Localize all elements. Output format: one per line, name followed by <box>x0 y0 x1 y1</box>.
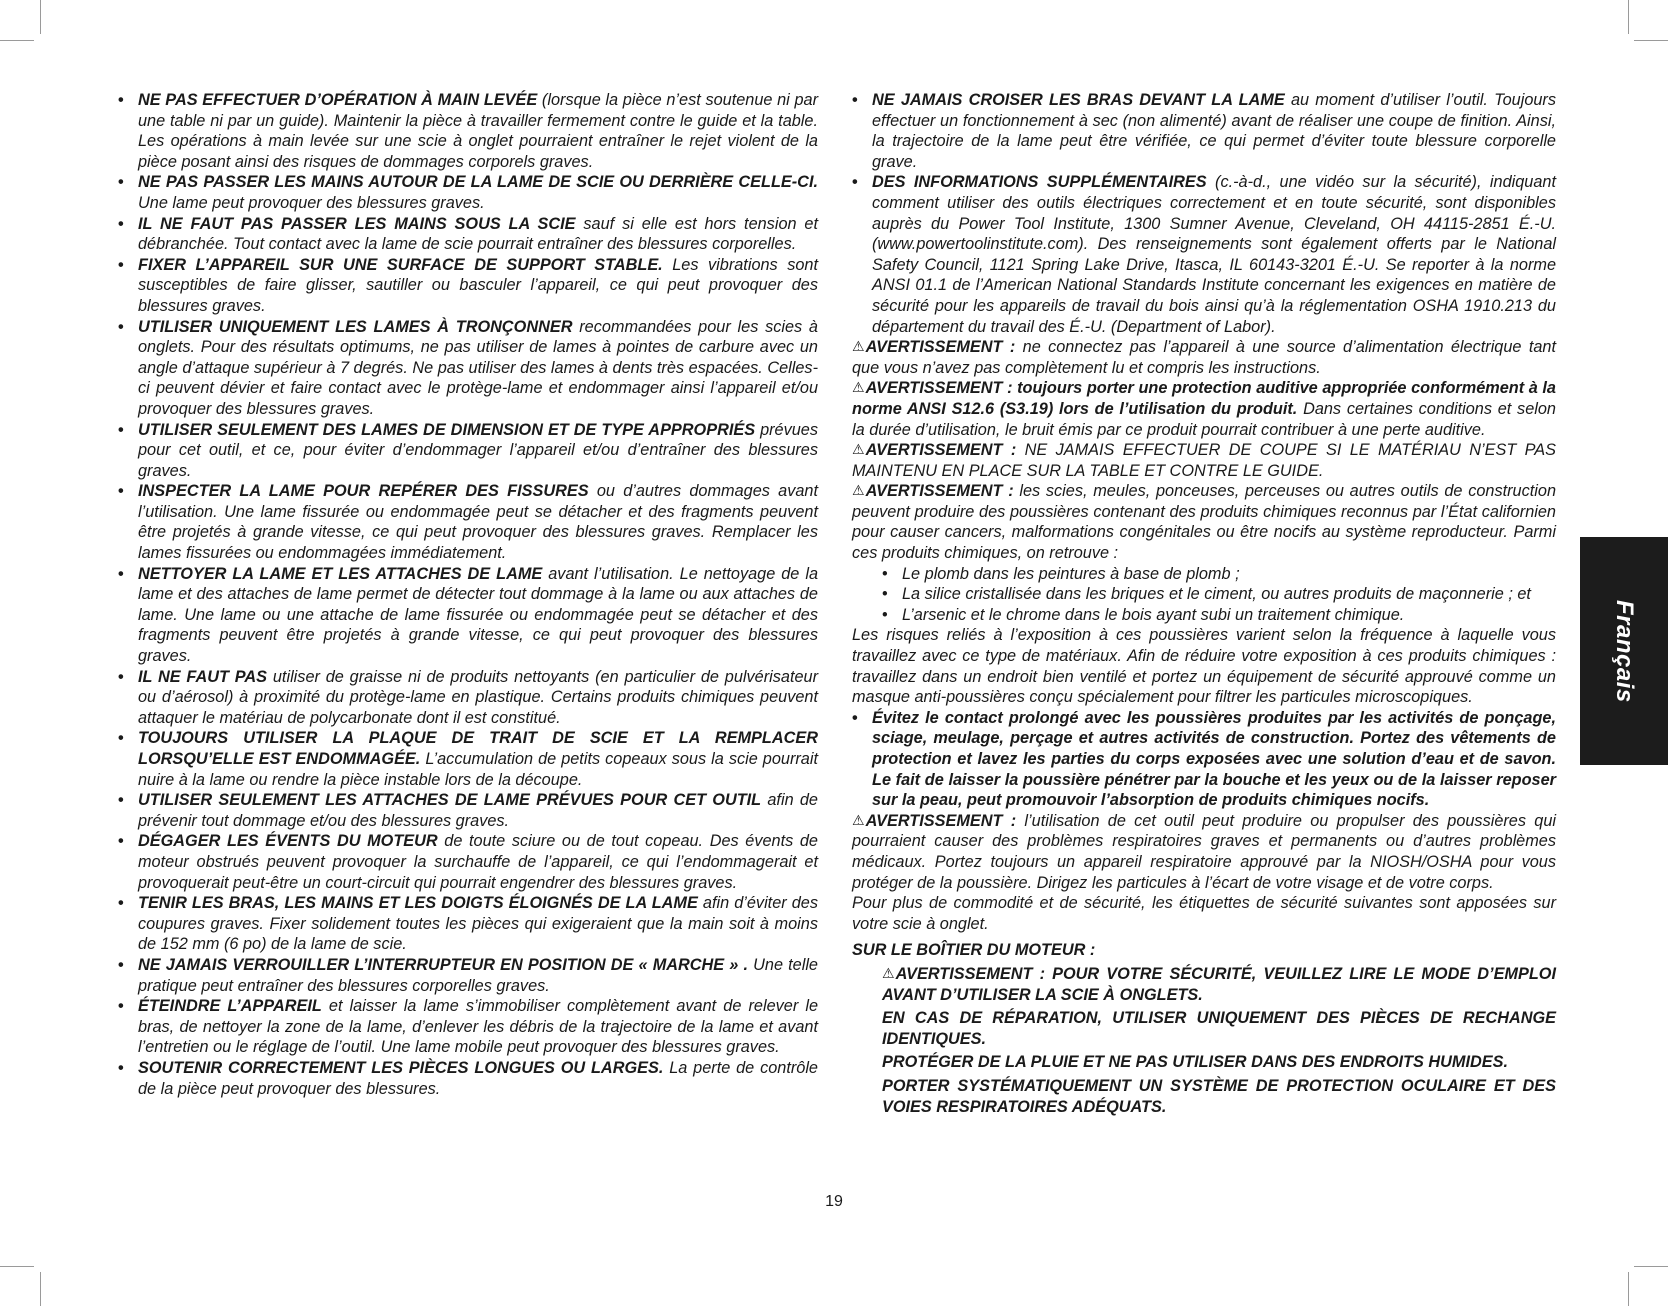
list-item: • Le plomb dans les peintures à base de plomb ; <box>882 564 1556 585</box>
list-item: • NE PAS EFFECTUER D’OPÉRATION À MAIN LEVÉE (lorsque la pièce n’est soutenue ni par une table ni par un guide). Maintenir la pièce à travailler fermement contre le guide et la table. Les opérations à main levée sur une scie à onglet pourraient entraîner le rejet violent de la pièce posant ainsi des risques de dommages corporels graves. <box>118 90 818 172</box>
warning-paragraph: ⚠AVERTISSEMENT : ne connectez pas l’appareil à une source d’alimentation électrique tant que vous n’avez pas complètement lu et compris les instructions. <box>852 338 1556 377</box>
housing-label: PROTÉGER DE LA PLUIE ET NE PAS UTILISER DANS DES ENDROITS HUMIDES. <box>882 1053 1508 1072</box>
list-item: • DÉGAGER LES ÉVENTS DU MOTEUR de toute sciure ou de tout copeau. Des évents de moteur obstrués peuvent provoquer la surchauffe de l’appareil, ce qui l’endommagerait et provoquerait peut-être un court-circuit qui pourrait engendrer des blessures graves. <box>118 831 818 893</box>
list-item: • DES INFORMATIONS SUPPLÉMENTAIRES (c.-à-d., une vidéo sur la sécurité), indiquant comment utiliser des outils électriques correctement et en toute sécurité, sont disponibles auprès du Power Tool Institute, 1300 Sumner Avenue, Cleveland, OH 44115-2851 É.-U. (www.powertoolinstitute.com). Des renseignements sont également offerts par le National Safety Council, 1121 Spring Lake Drive, Itasca, IL 60143-3201 É.-U. Se reporter à la norme ANSI 01.1 de l’American National Standards Institute concernant les exigences en matière de sécurité pour les appareils de travail du bois ainsi qu’à la réglementation OSHA 1910.213 du département du travail des É.-U. (Department of Labor). <box>852 172 1556 337</box>
list-item: • IL NE FAUT PAS utiliser de graisse ni de produits nettoyants (en particulier de pulvérisateur ou d’aérosol) à proximité du protège-lame en plastique. Certains produits chimiques peuvent attaquer le matériau de polycarbonate dont il est constitué. <box>118 667 818 729</box>
safety-list-left <box>118 90 818 1099</box>
crop-mark <box>1628 1272 1629 1306</box>
crop-mark <box>1634 40 1668 41</box>
list-item: • L’arsenic et le chrome dans le bois ayant subi un traitement chimique. <box>882 605 1556 626</box>
housing-label: ⚠AVERTISSEMENT : POUR VOTRE SÉCURITÉ, VEUILLEZ LIRE LE MODE D’EMPLOI AVANT D’UTILISER LA SCIE À ONGLETS. <box>882 964 1556 1004</box>
risk-paragraph: Les risques reliés à l’exposition à ces poussières varient selon la fréquence à laquelle vous travaillez avec ce type de matériaux. Afin de réduire votre exposition à ces produits chimiques : travaillez dans un endroit bien ventilé et portez un équipement de sécurité approuvé comme un masque anti-poussières conçu spécialement pour filtrer les particules microscopiques. <box>852 626 1556 707</box>
language-tab <box>1580 537 1668 765</box>
list-item: • La silice cristallisée dans les briques et le ciment, ou autres produits de maçonnerie ; et <box>882 584 1556 605</box>
warning-paragraph: ⚠AVERTISSEMENT : NE JAMAIS EFFECTUER DE COUPE SI LE MATÉRIAU N’EST PAS MAINTENU EN PLACE SUR LA TABLE ET CONTRE LE GUIDE. <box>852 441 1556 480</box>
warning-paragraph: ⚠AVERTISSEMENT : les scies, meules, ponceuses, perceuses ou autres outils de construction peuvent produire des poussières contenant des produits chimiques reconnus par l’État californien pour causer cancers, malformations congénitales ou être nocifs au système reproducteur. Parmi ces produits chimiques, on retrouve : <box>852 482 1556 563</box>
list-item: • NE JAMAIS CROISER LES BRAS DEVANT LA LAME au moment d’utiliser l’outil. Toujours effectuer un fonctionnement à sec (non alimenté) avant de réaliser une coupe de finition. Ainsi, la trajectoire de la lame peut être vérifiée, ce qui permet d’éviter toute blessure corporelle grave. <box>852 90 1556 172</box>
list-item: • NE JAMAIS VERROUILLER L’INTERRUPTEUR EN POSITION DE « MARCHE » . Une telle pratique peut entraîner des blessures corporelles graves. <box>118 955 818 996</box>
list-item: • NETTOYER LA LAME ET LES ATTACHES DE LAME avant l’utilisation. Le nettoyage de la lame et des attaches de lame permet de détecter tout dommage à la lame ou aux attaches de lame. Une lame ou une attache de lame fissurée ou endommagée peut se détacher et des fragments peuvent être projetés à grande vitesse, ce qui peut provoquer des blessures graves. <box>118 564 818 667</box>
crop-mark <box>1634 1266 1668 1267</box>
warning-icon: ⚠ <box>882 964 895 981</box>
dust-bullet-list <box>852 708 1556 811</box>
list-item: • ÉTEINDRE L’APPAREIL et laisser la lame s’immobiliser complètement avant de relever le bras, de nettoyer la zone de la lame, d’enlever les débris de la trajectoire de la lame et avant l’entretien ou le réglage de l’outil. Une lame mobile peut provoquer des blessures graves. <box>118 996 818 1058</box>
right-column <box>852 90 1556 1120</box>
labels-paragraph: Pour plus de commodité et de sécurité, les étiquettes de sécurité suivantes sont apposées sur votre scie à onglet. <box>852 894 1556 933</box>
safety-list-right <box>852 90 1556 337</box>
crop-mark <box>40 1272 41 1306</box>
warning-icon: ⚠ <box>852 379 865 396</box>
list-item: • NE PAS PASSER LES MAINS AUTOUR DE LA LAME DE SCIE OU DERRIÈRE CELLE-CI. Une lame peut provoquer des blessures graves. <box>118 172 818 213</box>
list-item: • INSPECTER LA LAME POUR REPÉRER DES FISSURES ou d’autres dommages avant l’utilisation. Une lame fissurée ou endommagée peut se détacher et des fragments peuvent être projetés à grande vitesse, ce qui peut provoquer des blessures graves. Remplacer les lames fissurées ou endommagées immédiatement. <box>118 481 818 563</box>
list-item: • FIXER L’APPAREIL SUR UNE SURFACE DE SUPPORT STABLE. Les vibrations sont susceptibles de faire glisser, sautiller ou basculer l’appareil, ce qui peut provoquer des blessures graves. <box>118 255 818 317</box>
warning-icon: ⚠ <box>852 482 865 499</box>
section-heading: SUR LE BOÎTIER DU MOTEUR : <box>852 941 1096 960</box>
crop-mark <box>1628 0 1629 34</box>
left-column <box>118 90 818 1099</box>
list-item: • Évitez le contact prolongé avec les poussières produites par les activités de ponçage, sciage, meulage, perçage et autres activités de construction. Portez des vêtements de protection et lavez les parties du corps exposées avec une solution d’eau et de savon. Le fait de laisser la poussière pénétrer par la bouche et les yeux ou de la laisser reposer sur la peau, peut promouvoir l’absorption de produits chimiques nocifs. <box>852 708 1556 811</box>
list-item: • UTILISER SEULEMENT DES LAMES DE DIMENSION ET DE TYPE APPROPRIÉS prévues pour cet outil, et ce, pour éviter d’endommager l’appareil et/ou d’entraîner des blessures graves. <box>118 420 818 482</box>
housing-label: PORTER SYSTÉMATIQUEMENT UN SYSTÈME DE PROTECTION OCULAIRE ET DES VOIES RESPIRATOIRES ADÉQUATS. <box>882 1076 1556 1116</box>
warning-icon: ⚠ <box>852 441 865 458</box>
list-item: • TENIR LES BRAS, LES MAINS ET LES DOIGTS ÉLOIGNÉS DE LA LAME afin d’éviter des coupures graves. Fixer solidement toutes les pièces qui exigeraient que la main soit à moins de 152 mm (6 po) de la lame de scie. <box>118 893 818 955</box>
list-item: • IL NE FAUT PAS PASSER LES MAINS SOUS LA SCIE sauf si elle est hors tension et débranchée. Tout contact avec la lame de scie pourrait entraîner des blessures corporelles. <box>118 214 818 255</box>
page-number: 19 <box>825 1193 843 1210</box>
crop-mark <box>40 0 41 34</box>
list-item: • SOUTENIR CORRECTEMENT LES PIÈCES LONGUES OU LARGES. La perte de contrôle de la pièce peut provoquer des blessures. <box>118 1058 818 1099</box>
crop-mark <box>0 1266 34 1267</box>
warning-icon: ⚠ <box>852 338 865 355</box>
list-item: • UTILISER SEULEMENT LES ATTACHES DE LAME PRÉVUES POUR CET OUTIL afin de prévenir tout dommage et/ou des blessures graves. <box>118 790 818 831</box>
language-tab-label: Français <box>1611 599 1638 703</box>
list-item: • UTILISER UNIQUEMENT LES LAMES À TRONÇONNER recommandées pour les scies à onglets. Pour des résultats optimums, ne pas utiliser de lames à pointes de carbure avec un angle d’attaque supérieur à 7 degrés. Ne pas utiliser des lames à dents très espacées. Celles-ci peuvent dévier et faire contact avec le protège-lame et endommager ainsi l’appareil et/ou provoquer des blessures graves. <box>118 317 818 420</box>
warning-paragraph: ⚠AVERTISSEMENT : l’utilisation de cet outil peut produire ou propulser des poussières qui pourraient causer des problèmes respiratoires graves et permanents ou d’autres problèmes médicaux. Portez toujours un appareil respiratoire approuvé par la NIOSH/OSHA pour vous protéger de la poussière. Dirigez les particules à l’écart de votre visage et de votre corps. <box>852 811 1556 892</box>
warning-paragraph: ⚠AVERTISSEMENT : toujours porter une protection auditive appropriée conformément à la norme ANSI S12.6 (S3.19) lors de l’utilisation du produit. Dans certaines conditions et selon la durée d’utilisation, le bruit émis par ce produit pourrait contribuer à une perte auditive. <box>852 379 1556 439</box>
chemical-list <box>852 564 1556 626</box>
warning-icon: ⚠ <box>852 811 865 828</box>
list-item: • TOUJOURS UTILISER LA PLAQUE DE TRAIT DE SCIE ET LA REMPLACER LORSQU’ELLE EST ENDOMMAGÉE. L’accumulation de petits copeaux sous la scie pourrait nuire à la lame ou rendre la pièce instable lors de la découpe. <box>118 728 818 790</box>
crop-mark <box>0 40 34 41</box>
housing-label: EN CAS DE RÉPARATION, UTILISER UNIQUEMENT DES PIÈCES DE RECHANGE IDENTIQUES. <box>882 1009 1556 1048</box>
